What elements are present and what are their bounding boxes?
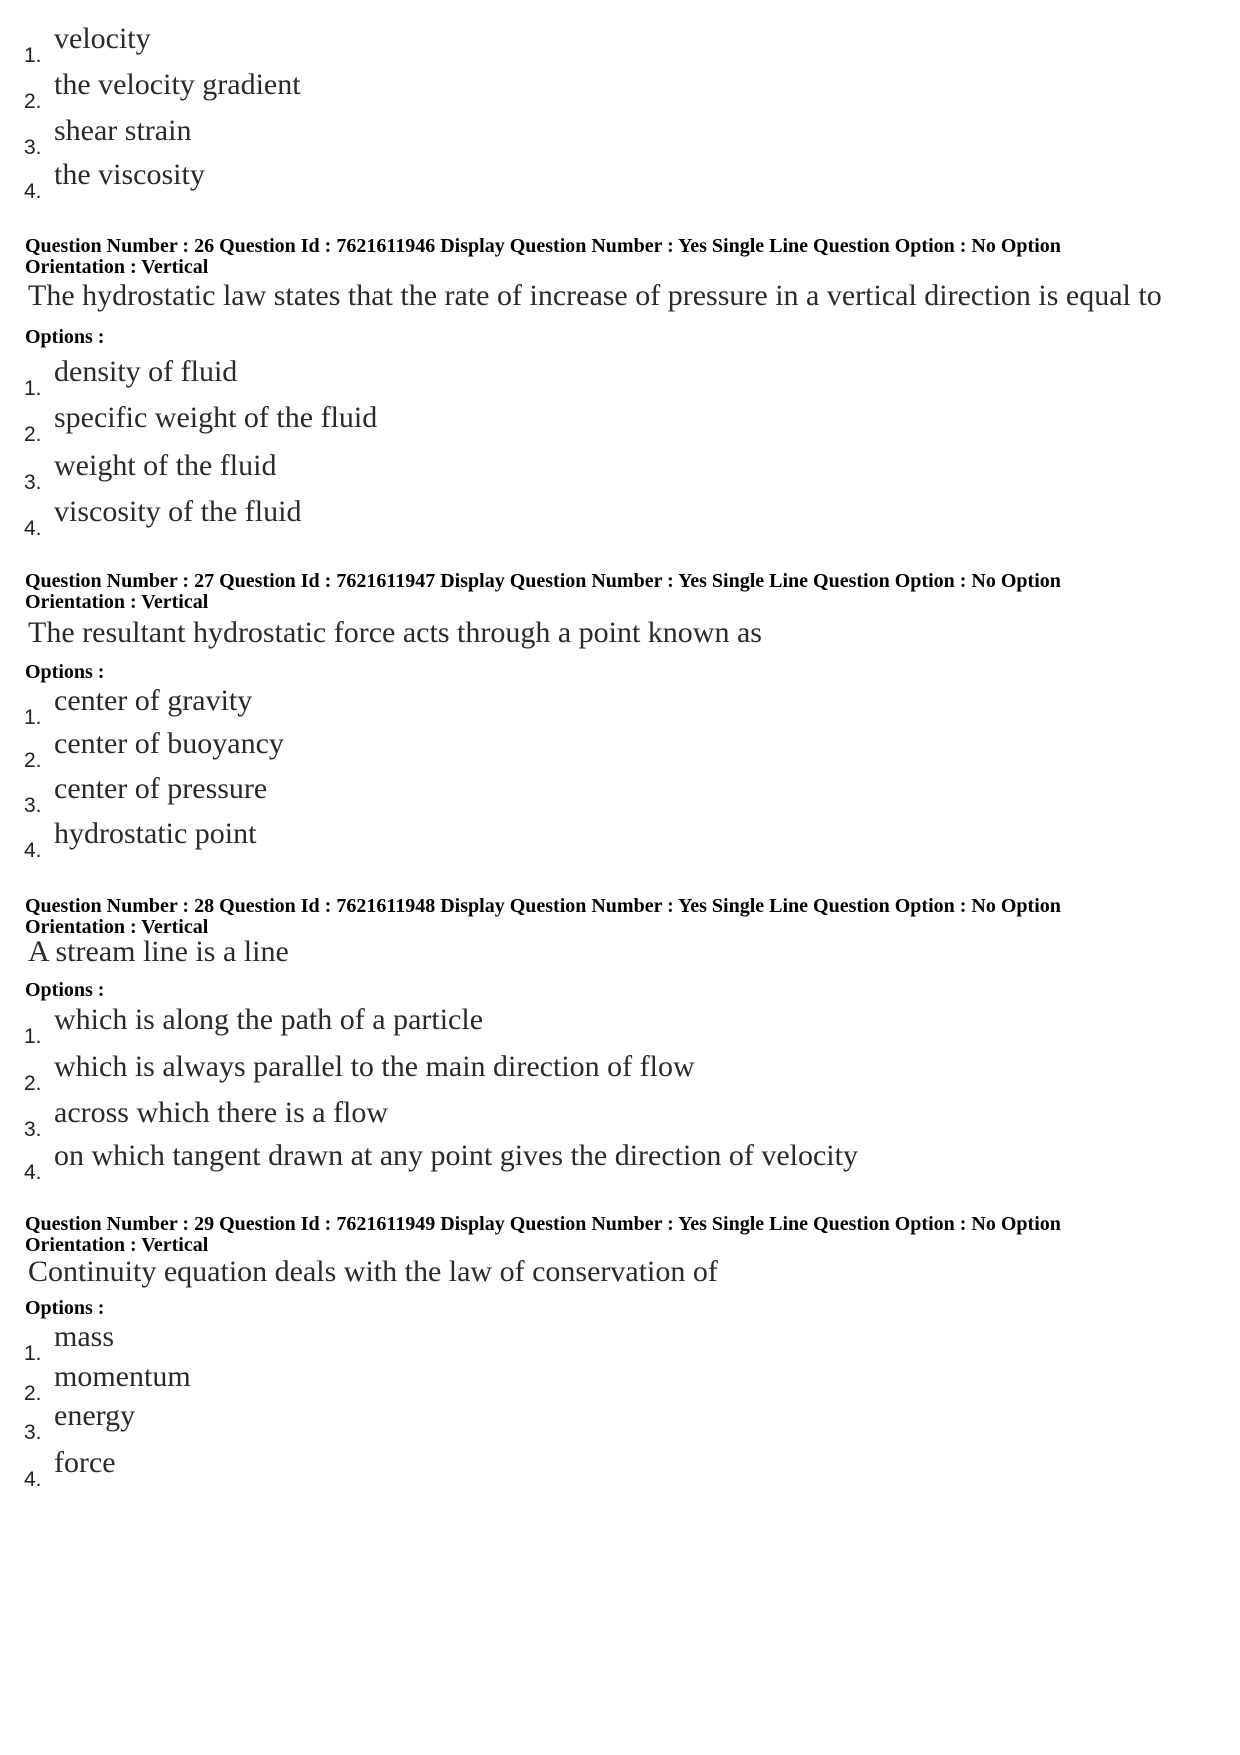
option-number: 4. (24, 180, 42, 203)
option-number: 4. (24, 517, 42, 540)
option-text: mass (54, 1320, 114, 1353)
question-text: A stream line is a line (28, 935, 289, 968)
option-number: 2. (24, 1072, 42, 1095)
question-meta (25, 236, 1205, 278)
option-number: 1. (24, 377, 42, 400)
option-text: viscosity of the fluid (54, 495, 302, 528)
option-number: 3. (24, 1421, 42, 1444)
option-text: hydrostatic point (54, 817, 257, 850)
option-number: 4. (24, 839, 42, 862)
option-number: 2. (24, 749, 42, 772)
question-meta-line: Orientation : Vertical (25, 916, 209, 938)
option-text: weight of the fluid (54, 449, 277, 482)
option-number: 1. (24, 44, 42, 67)
question-meta (25, 571, 1205, 613)
option-text: specific weight of the fluid (54, 401, 378, 434)
option-number: 4. (24, 1468, 42, 1491)
question-meta-line: Question Number : 26 Question Id : 7621611946 Display Question Number : Yes Single Line Question Option : No Option (25, 235, 1061, 257)
question-meta (25, 896, 1205, 938)
option-number: 2. (24, 423, 42, 446)
option-text: across which there is a flow (54, 1096, 389, 1129)
option-text: which is always parallel to the main direction of flow (54, 1050, 695, 1083)
option-text: the velocity gradient (54, 68, 301, 101)
option-text: on which tangent drawn at any point gives the direction of velocity (54, 1139, 858, 1172)
question-meta-line: Question Number : 28 Question Id : 7621611948 Display Question Number : Yes Single Line Question Option : No Option (25, 895, 1061, 917)
options-label: Options : (25, 661, 105, 683)
option-text: velocity (54, 22, 151, 55)
option-number: 2. (24, 1382, 42, 1405)
option-text: center of pressure (54, 772, 268, 805)
option-number: 3. (24, 136, 42, 159)
question-meta-line: Question Number : 29 Question Id : 7621611949 Display Question Number : Yes Single Line Question Option : No Option (25, 1213, 1061, 1235)
option-text: center of gravity (54, 684, 253, 717)
question-meta-line: Question Number : 27 Question Id : 7621611947 Display Question Number : Yes Single Line Question Option : No Option (25, 570, 1061, 592)
question-text: Continuity equation deals with the law of conservation of (28, 1255, 718, 1288)
question-text: The resultant hydrostatic force acts through a point known as (28, 616, 762, 649)
option-number: 1. (24, 1025, 42, 1048)
question-meta-line: Orientation : Vertical (25, 256, 209, 278)
question-meta-line: Orientation : Vertical (25, 1234, 209, 1256)
option-text: momentum (54, 1360, 191, 1393)
option-number: 1. (24, 1342, 42, 1365)
option-text: which is along the path of a particle (54, 1003, 484, 1036)
question-text: The hydrostatic law states that the rate of increase of pressure in a vertical direction is equal to (28, 279, 1162, 312)
question-meta (25, 1214, 1205, 1256)
option-number: 3. (24, 1118, 42, 1141)
question-meta-line: Orientation : Vertical (25, 591, 209, 613)
option-text: force (54, 1446, 116, 1479)
options-label: Options : (25, 326, 105, 348)
options-label: Options : (25, 979, 105, 1001)
option-text: center of buoyancy (54, 727, 284, 760)
option-text: shear strain (54, 114, 192, 147)
option-number: 1. (24, 706, 42, 729)
option-number: 2. (24, 90, 42, 113)
option-number: 4. (24, 1161, 42, 1184)
option-text: density of fluid (54, 355, 238, 388)
options-label: Options : (25, 1297, 105, 1319)
option-number: 3. (24, 471, 42, 494)
option-text: the viscosity (54, 158, 205, 191)
option-number: 3. (24, 794, 42, 817)
option-text: energy (54, 1399, 136, 1432)
